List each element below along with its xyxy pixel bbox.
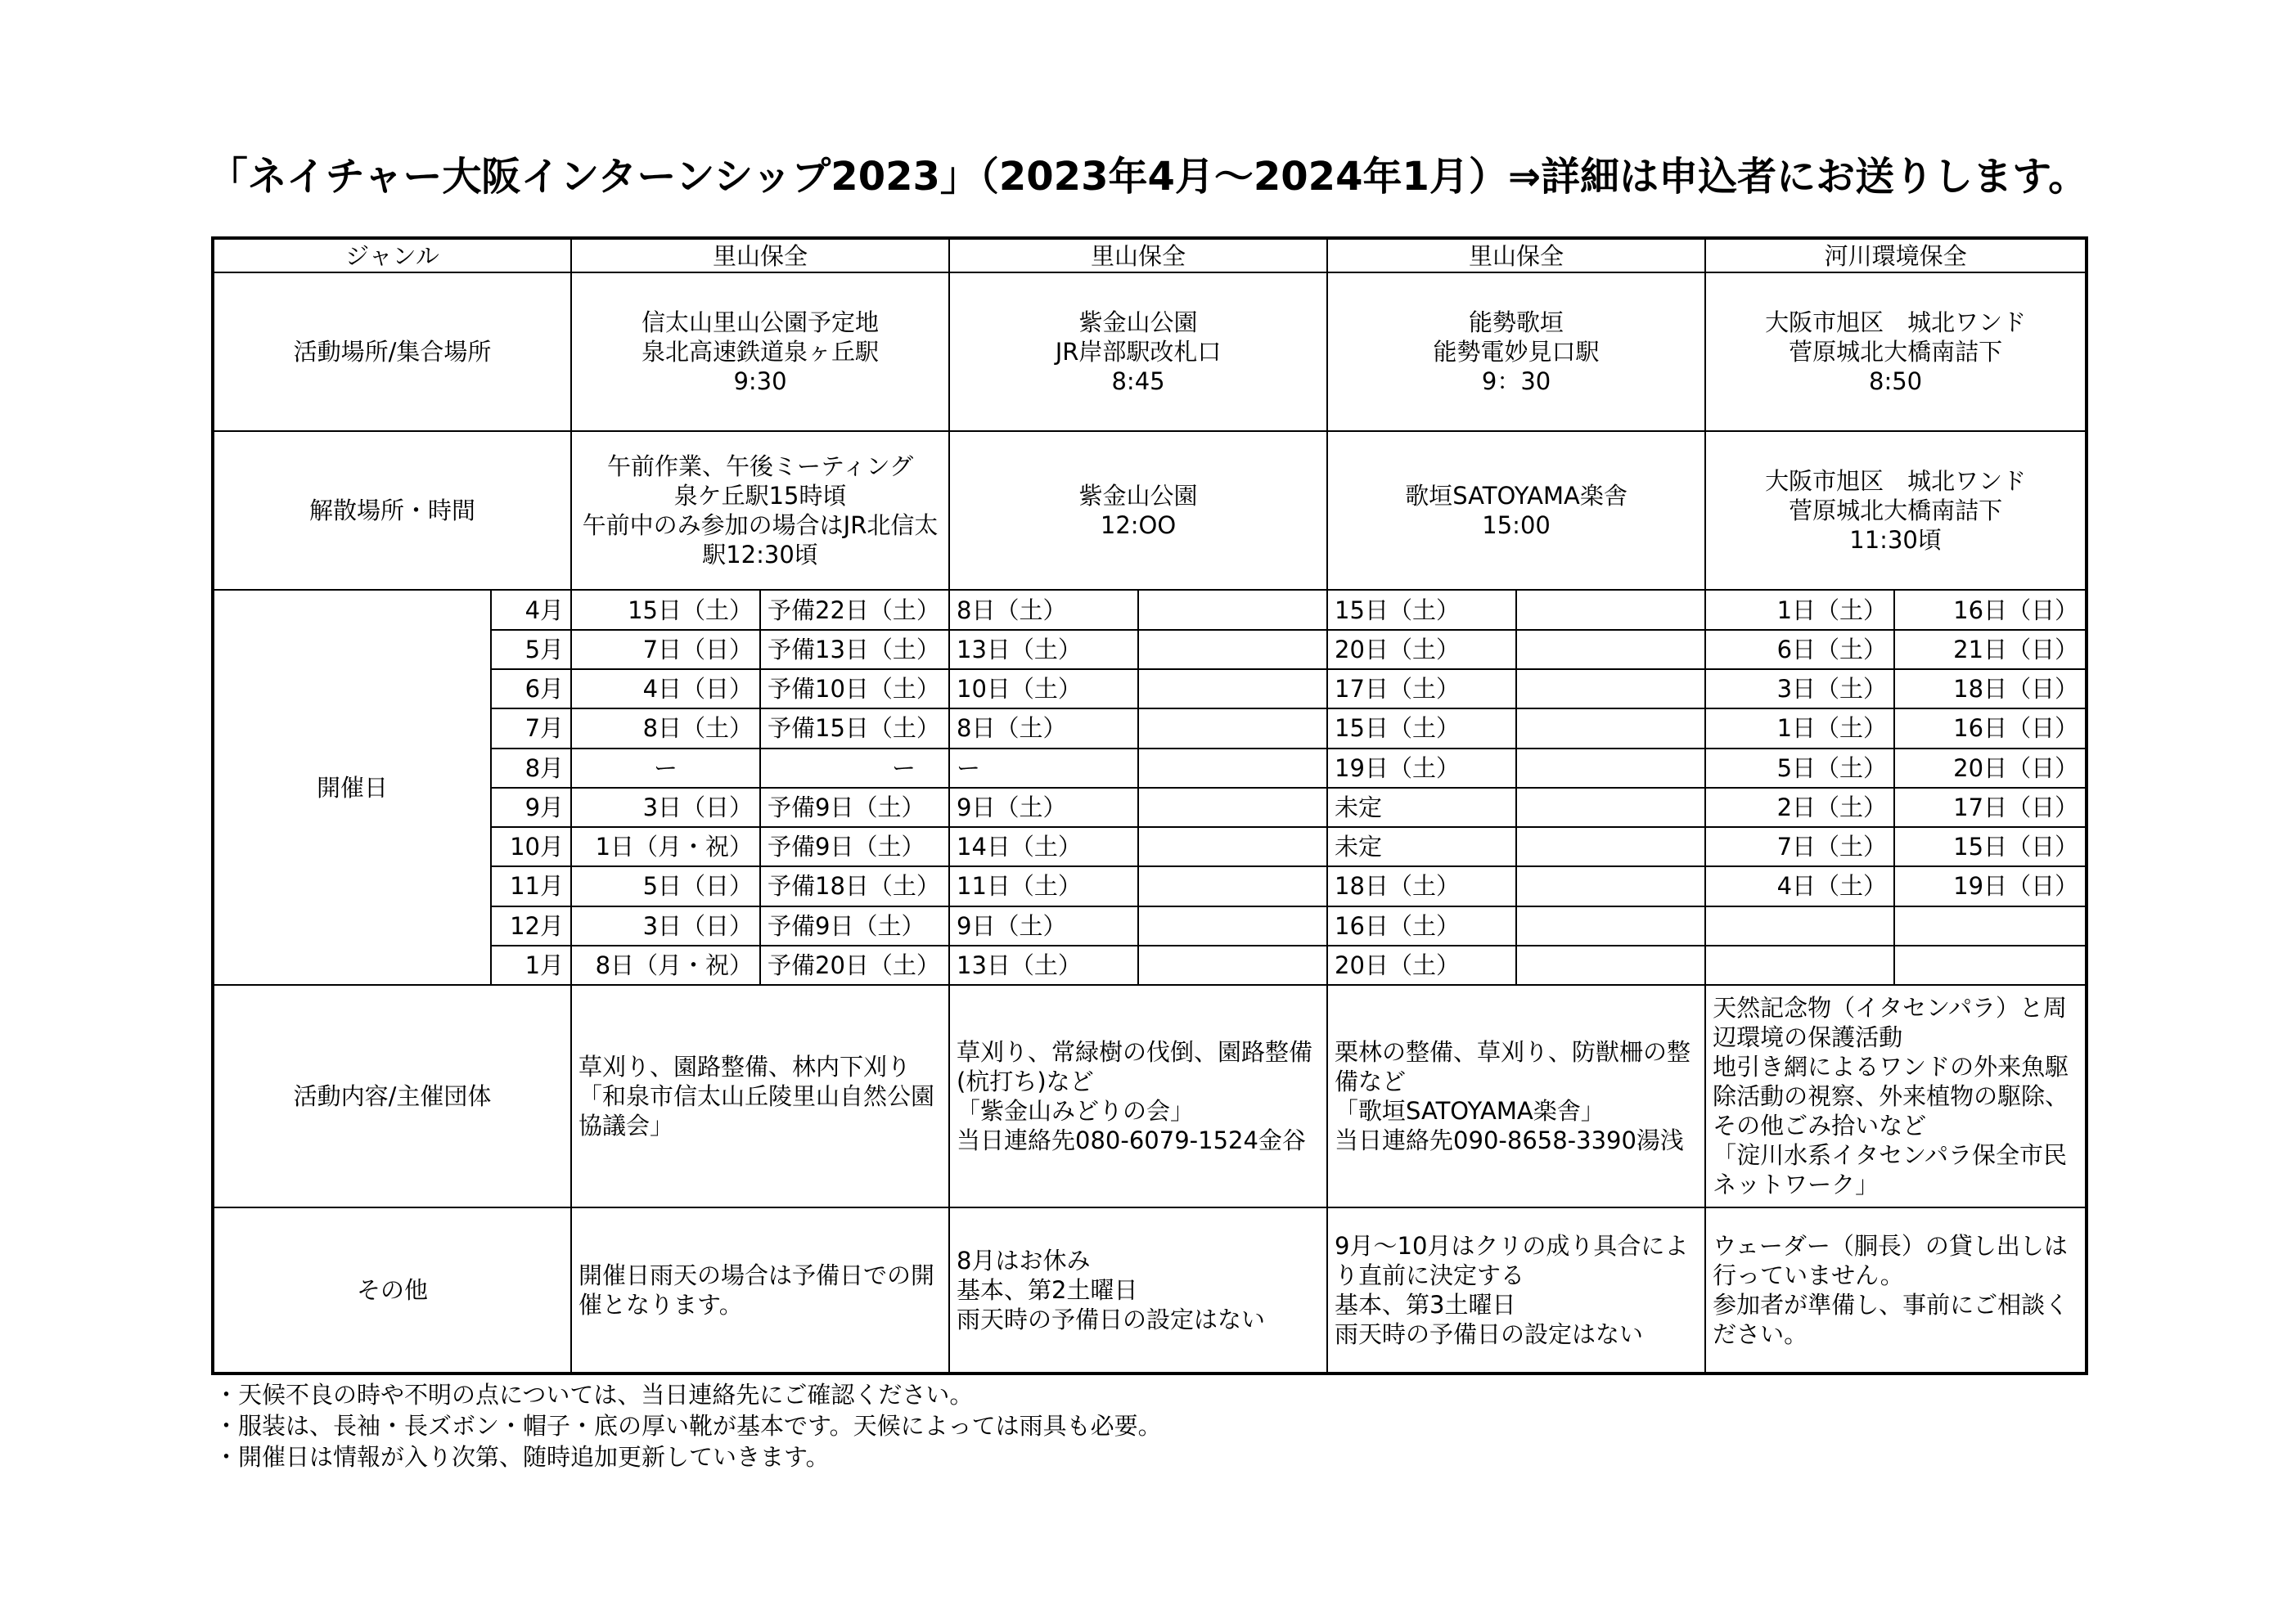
content-col2: 草刈り、常緑樹の伐倒、園路整備(杭打ち)など 「紫金山みどりの会」 当日連絡先080-6079-1524金谷 xyxy=(949,985,1327,1207)
date-cell: 15日（土） xyxy=(1327,708,1516,748)
date-row xyxy=(213,708,2087,748)
date-cell: 予備9日（土） xyxy=(760,827,949,866)
date-cell xyxy=(1516,630,1705,669)
date-cell: 20日（日） xyxy=(1894,749,2087,788)
dates-label: 開催日 xyxy=(213,590,491,985)
date-cell: 10日（土） xyxy=(949,669,1138,708)
date-cell: 21日（日） xyxy=(1894,630,2087,669)
date-cell: 16日（土） xyxy=(1327,906,1516,946)
date-cell: 19日（土） xyxy=(1327,749,1516,788)
content-row xyxy=(213,985,2087,1207)
month-label: 10月 xyxy=(491,827,571,866)
date-row xyxy=(213,788,2087,827)
date-cell xyxy=(1894,946,2087,985)
month-label: 6月 xyxy=(491,669,571,708)
month-label: 4月 xyxy=(491,590,571,629)
date-cell xyxy=(1138,827,1327,866)
date-row xyxy=(213,906,2087,946)
date-cell: 15日（土） xyxy=(571,590,760,629)
date-cell: 16日（日） xyxy=(1894,708,2087,748)
date-cell: 15日（土） xyxy=(1327,590,1516,629)
date-cell: 8日（土） xyxy=(949,708,1138,748)
date-cell xyxy=(1516,866,1705,906)
other-col4: ウェーダー（胴長）の貸し出しは行っていません。 参加者が準備し、事前にご相談ください。 xyxy=(1705,1207,2087,1373)
month-label: 8月 xyxy=(491,749,571,788)
date-cell: 予備9日（土） xyxy=(760,906,949,946)
content-label: 活動内容/主催団体 xyxy=(213,985,571,1207)
date-cell: 6日（土） xyxy=(1705,630,1894,669)
date-cell: 未定 xyxy=(1327,827,1516,866)
date-cell: 予備13日（土） xyxy=(760,630,949,669)
genre-col2: 里山保全 xyxy=(949,238,1327,272)
genre-col1: 里山保全 xyxy=(571,238,949,272)
month-label: 12月 xyxy=(491,906,571,946)
month-label: 11月 xyxy=(491,866,571,906)
date-cell: ー xyxy=(760,749,949,788)
place-label: 活動場所/集合場所 xyxy=(213,272,571,431)
content-col1: 草刈り、園路整備、林内下刈り 「和泉市信太山丘陵里山自然公園協議会」 xyxy=(571,985,949,1207)
date-cell: 予備18日（土） xyxy=(760,866,949,906)
content-col3: 栗林の整備、草刈り、防獣柵の整備など 「歌垣SATOYAMA楽舎」 当日連絡先090-8658-3390湯浅 xyxy=(1327,985,1705,1207)
other-row xyxy=(213,1207,2087,1373)
date-cell: 予備9日（土） xyxy=(760,788,949,827)
month-label: 9月 xyxy=(491,788,571,827)
date-cell: 予備22日（土） xyxy=(760,590,949,629)
notes xyxy=(214,1379,1162,1472)
date-cell xyxy=(1705,946,1894,985)
date-cell: 予備20日（土） xyxy=(760,946,949,985)
date-cell xyxy=(1516,788,1705,827)
date-cell xyxy=(1138,590,1327,629)
month-label: 5月 xyxy=(491,630,571,669)
date-cell: 17日（日） xyxy=(1894,788,2087,827)
date-cell xyxy=(1138,946,1327,985)
date-row xyxy=(213,669,2087,708)
dismissal-col2: 紫金山公園 12:OO xyxy=(949,431,1327,590)
date-cell: 1日（土） xyxy=(1705,708,1894,748)
date-cell xyxy=(1516,749,1705,788)
place-col1: 信太山里山公園予定地 泉北高速鉄道泉ヶ丘駅 9:30 xyxy=(571,272,949,431)
dismissal-col4: 大阪市旭区 城北ワンド 菅原城北大橋南詰下 11:30頃 xyxy=(1705,431,2087,590)
date-row xyxy=(213,630,2087,669)
date-cell: 20日（土） xyxy=(1327,630,1516,669)
date-cell xyxy=(1138,866,1327,906)
schedule-table xyxy=(211,236,2088,1375)
note-item: ・開催日は情報が入り次第、随時追加更新していきます。 xyxy=(214,1443,830,1471)
date-cell xyxy=(1705,906,1894,946)
date-cell: 3日（日） xyxy=(571,906,760,946)
date-cell xyxy=(1516,946,1705,985)
date-cell: 未定 xyxy=(1327,788,1516,827)
date-row xyxy=(213,946,2087,985)
other-label: その他 xyxy=(213,1207,571,1373)
date-cell: 4日（日） xyxy=(571,669,760,708)
date-row xyxy=(213,866,2087,906)
date-cell xyxy=(1516,590,1705,629)
date-cell: 7日（土） xyxy=(1705,827,1894,866)
place-row xyxy=(213,272,2087,431)
dismissal-label: 解散場所・時間 xyxy=(213,431,571,590)
date-cell: 予備15日（土） xyxy=(760,708,949,748)
date-cell: ー xyxy=(949,749,1138,788)
month-label: 1月 xyxy=(491,946,571,985)
dismissal-col1: 午前作業、午後ミーティング 泉ケ丘駅15時頃 午前中のみ参加の場合はJR北信太駅12:30頃 xyxy=(571,431,949,590)
date-row xyxy=(213,590,2087,629)
date-cell xyxy=(1138,788,1327,827)
date-cell: ー xyxy=(571,749,760,788)
date-cell xyxy=(1138,669,1327,708)
dismissal-col3: 歌垣SATOYAMA楽舎 15:00 xyxy=(1327,431,1705,590)
date-cell: 9日（土） xyxy=(949,788,1138,827)
header-row xyxy=(213,238,2087,272)
note-item: ・天候不良の時や不明の点については、当日連絡先にご確認ください。 xyxy=(214,1381,974,1409)
date-cell: 予備10日（土） xyxy=(760,669,949,708)
date-cell: 7日（日） xyxy=(571,630,760,669)
date-cell: 14日（土） xyxy=(949,827,1138,866)
genre-col3: 里山保全 xyxy=(1327,238,1705,272)
month-label: 7月 xyxy=(491,708,571,748)
date-cell xyxy=(1516,827,1705,866)
date-cell: 2日（土） xyxy=(1705,788,1894,827)
page-title: 「ネイチャー大阪インターンシップ2023」（2023年4月～2024年1月）⇒詳細は申込者にお送りします。 xyxy=(208,154,2088,200)
date-cell: 13日（土） xyxy=(949,630,1138,669)
place-col4: 大阪市旭区 城北ワンド 菅原城北大橋南詰下 8:50 xyxy=(1705,272,2087,431)
date-cell: 8日（土） xyxy=(949,590,1138,629)
note-item: ・服装は、長袖・長ズボン・帽子・底の厚い靴が基本です。天候によっては雨具も必要。 xyxy=(214,1412,1162,1440)
date-cell xyxy=(1516,708,1705,748)
date-cell: 18日（日） xyxy=(1894,669,2087,708)
date-row xyxy=(213,749,2087,788)
date-cell: 1日（土） xyxy=(1705,590,1894,629)
date-cell: 8日（土） xyxy=(571,708,760,748)
date-cell: 3日（日） xyxy=(571,788,760,827)
date-cell: 20日（土） xyxy=(1327,946,1516,985)
date-cell: 19日（日） xyxy=(1894,866,2087,906)
date-cell: 15日（日） xyxy=(1894,827,2087,866)
place-col3: 能勢歌垣 能勢電妙見口駅 9：30 xyxy=(1327,272,1705,431)
date-cell: 9日（土） xyxy=(949,906,1138,946)
date-cell xyxy=(1138,906,1327,946)
date-cell: 5日（土） xyxy=(1705,749,1894,788)
genre-col4: 河川環境保全 xyxy=(1705,238,2087,272)
date-cell: 1日（月・祝） xyxy=(571,827,760,866)
date-cell xyxy=(1894,906,2087,946)
date-cell xyxy=(1138,630,1327,669)
date-cell: 18日（土） xyxy=(1327,866,1516,906)
date-cell: 5日（日） xyxy=(571,866,760,906)
date-cell: 3日（土） xyxy=(1705,669,1894,708)
date-cell: 13日（土） xyxy=(949,946,1138,985)
date-cell: 16日（日） xyxy=(1894,590,2087,629)
dismissal-row xyxy=(213,431,2087,590)
date-cell: 17日（土） xyxy=(1327,669,1516,708)
date-cell xyxy=(1138,708,1327,748)
date-cell: 11日（土） xyxy=(949,866,1138,906)
date-cell xyxy=(1516,906,1705,946)
date-cell: 8日（月・祝） xyxy=(571,946,760,985)
date-cell xyxy=(1138,749,1327,788)
content-col4: 天然記念物（イタセンパラ）と周辺環境の保護活動 地引き網によるワンドの外来魚駆除活動の視察、外来植物の駆除、その他ごみ拾いなど 「淀川水系イタセンパラ保全市民ネットワーク」 xyxy=(1705,985,2087,1207)
place-col2: 紫金山公園 JR岸部駅改札口 8:45 xyxy=(949,272,1327,431)
date-cell xyxy=(1516,669,1705,708)
date-cell: 4日（土） xyxy=(1705,866,1894,906)
genre-label: ジャンル xyxy=(213,238,571,272)
other-col2: 8月はお休み 基本、第2土曜日 雨天時の予備日の設定はない xyxy=(949,1207,1327,1373)
other-col3: 9月～10月はクリの成り具合により直前に決定する 基本、第3土曜日 雨天時の予備日の設定はない xyxy=(1327,1207,1705,1373)
date-row xyxy=(213,827,2087,866)
other-col1: 開催日雨天の場合は予備日での開催となります。 xyxy=(571,1207,949,1373)
